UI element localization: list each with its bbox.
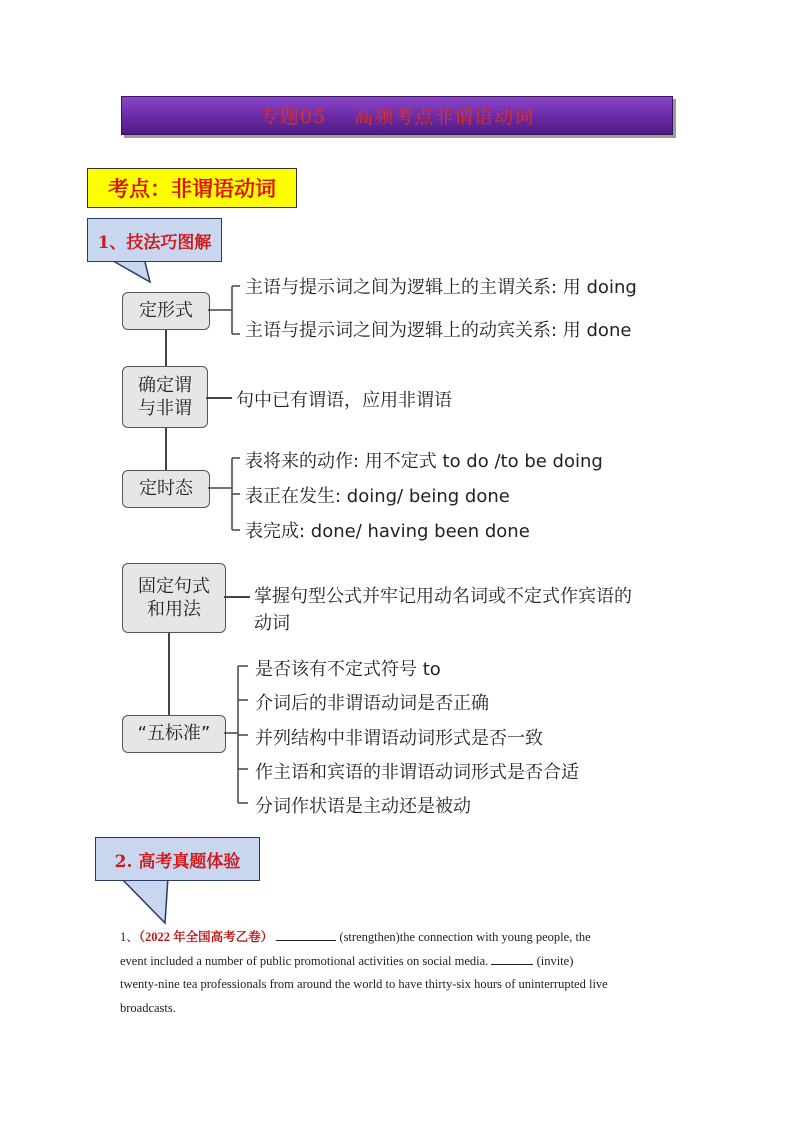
node1-item-passive: 主语与提示词之间为逻辑上的动宾关系: 用 done	[245, 320, 632, 341]
node-five-standards: “五标准”	[122, 715, 226, 753]
node3-item-progressive: 表正在发生: doing/ being done	[245, 486, 510, 507]
title-topic-name: 高频考点非谓语动词	[354, 106, 535, 128]
node3-item-perfect: 表完成: done/ having been done	[245, 521, 530, 542]
connector-4-5	[168, 632, 170, 715]
node5-item-4: 作主语和宾语的非谓语动词形式是否合适	[255, 762, 579, 783]
question-number: 1、	[120, 930, 139, 944]
question-line-2	[120, 952, 573, 969]
question-hint-2: (invite)	[536, 954, 574, 968]
connector-1-2	[165, 328, 167, 366]
answer-blank-2[interactable]	[491, 952, 533, 965]
bracket-node3	[208, 450, 248, 540]
node-predicate-or-not	[122, 366, 208, 428]
node2-line1: 确定谓	[138, 374, 192, 396]
connector-2-3	[165, 428, 167, 470]
node5-item-2: 介词后的非谓语动词是否正确	[255, 693, 489, 714]
question-line-1	[120, 927, 591, 945]
callout-tips-diagram: 1、技法巧图解	[87, 218, 222, 262]
node5-item-3: 并列结构中非谓语动词形式是否一致	[255, 728, 543, 749]
question-line-3: twenty-nine tea professionals from around the world to have thirty-six hours of uninterrupted live	[120, 977, 608, 991]
question-source: （2022 年全国高考乙卷）	[138, 930, 274, 944]
node4-line2: 和用法	[147, 599, 201, 620]
node-determine-tense: 定时态	[122, 470, 210, 508]
connector-node4-item	[224, 596, 250, 598]
question-hint-1: (strengthen)the connection with young people, the	[339, 930, 591, 944]
node5-item-1: 是否该有不定式符号 to	[255, 659, 441, 680]
node-fixed-patterns	[122, 563, 226, 633]
question-text-line2: event included a number of public promotional activities on social media.	[120, 954, 489, 968]
node4-line1: 固定句式	[138, 575, 210, 597]
title-banner	[121, 96, 673, 135]
node4-item-line2: 动词	[254, 613, 290, 634]
node1-item-active: 主语与提示词之间为逻辑上的主谓关系: 用 doing	[245, 277, 637, 298]
connector-node2-item	[206, 397, 232, 399]
node2-line2: 与非谓	[138, 398, 192, 419]
section-header: 考点：非谓语动词	[87, 168, 297, 208]
callout-exam-questions: 2. 高考真题体验	[95, 837, 260, 881]
bracket-node1	[208, 280, 248, 340]
title-topic-number: 专题05	[259, 106, 327, 128]
answer-blank-1[interactable]	[276, 928, 336, 941]
node-determine-form: 定形式	[122, 292, 210, 330]
node2-item: 句中已有谓语，应用非谓语	[236, 390, 452, 411]
question-line-4: broadcasts.	[120, 1001, 176, 1015]
node3-item-future: 表将来的动作: 用不定式 to do /to be doing	[245, 451, 603, 472]
callout2-pointer	[110, 874, 180, 926]
node5-item-5: 分词作状语是主动还是被动	[255, 796, 471, 817]
node4-item-line1: 掌握句型公式并牢记用动名词或不定式作宾语的	[254, 586, 632, 607]
